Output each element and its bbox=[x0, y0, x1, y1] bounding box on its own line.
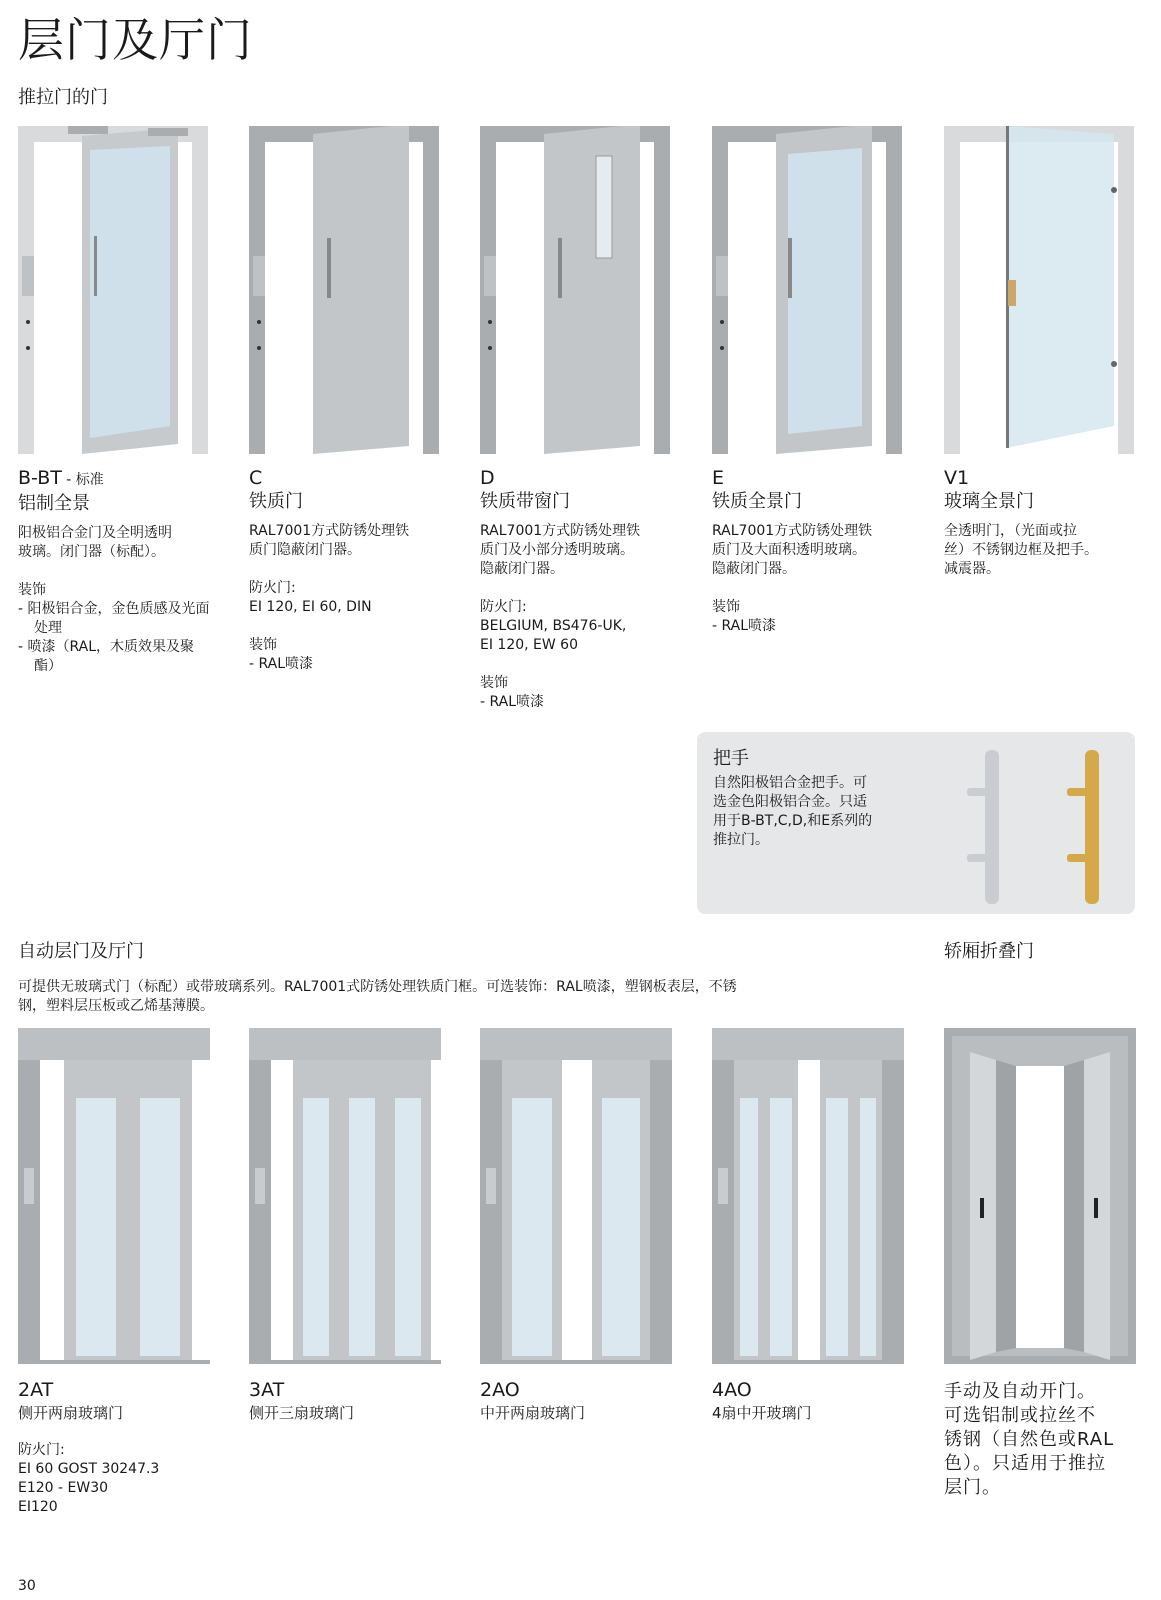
door-text-2at bbox=[18, 1378, 218, 1517]
fire-rating: EI120 bbox=[18, 1499, 58, 1515]
fire-rating: EI 120, EI 60, DIN bbox=[249, 599, 372, 615]
decor-title: 装饰 bbox=[712, 599, 740, 615]
decor-item: - RAL喷漆 bbox=[712, 618, 777, 634]
folding-description: 手动及自动开门。 可选铝制或拉丝不 锈钢（自然色或RAL 色）。只适用于推拉 层门。 bbox=[944, 1381, 1115, 1498]
door-text-2ao bbox=[480, 1378, 680, 1423]
decor-item: - RAL喷漆 bbox=[249, 656, 314, 672]
door-name: 铁质带窗门 bbox=[480, 491, 570, 512]
door-image-v1 bbox=[944, 126, 1134, 454]
door-image-folding bbox=[944, 1028, 1136, 1364]
door-text-d bbox=[480, 466, 676, 712]
fire-rating: EI 60 GOST 30247.3 bbox=[18, 1461, 160, 1477]
door-code: B-BT - 标准 bbox=[18, 467, 104, 489]
door-description: RAL7001方式防锈处理铁 质门及大面积透明玻璃。 隐蔽闭门器。 装饰 - RAL喷漆 bbox=[712, 522, 908, 636]
handle-title: 把手 bbox=[713, 748, 749, 769]
fire-rating: E120 - EW30 bbox=[18, 1480, 109, 1496]
decor-item: - 阳极铝合金，金色质感及光面处理 bbox=[18, 601, 210, 636]
door-image-e bbox=[712, 126, 902, 454]
door-name: 中开两扇玻璃门 bbox=[480, 1404, 586, 1422]
door-name: 侧开两扇玻璃门 bbox=[18, 1404, 124, 1422]
door-code: C bbox=[249, 467, 263, 489]
fire-info bbox=[18, 1441, 218, 1517]
page-number: 30 bbox=[18, 1578, 36, 1594]
door-code: 4AO bbox=[712, 1379, 752, 1401]
fire-title: 防火门: bbox=[480, 599, 527, 615]
decor-title: 装饰 bbox=[18, 582, 46, 598]
door-description: 阳极铝合金门及全明透明 玻璃。闭门器（标配）。 装饰 - 阳极铝合金，金色质感及光面处理 - 喷漆（RAL，木质效果及聚酯） bbox=[18, 524, 214, 676]
door-code: 2AO bbox=[480, 1379, 520, 1401]
door-text-e bbox=[712, 466, 908, 636]
door-image-3at bbox=[249, 1028, 441, 1364]
door-text-4ao bbox=[712, 1378, 912, 1423]
door-code: V1 bbox=[944, 467, 970, 489]
fire-rating: BELGIUM, BS476-UK, bbox=[480, 618, 627, 634]
handle-description: 自然阳极铝合金把手。可 选金色阳极铝合金。只适 用于B-BT,C,D,和E系列的 推拉门。 bbox=[713, 775, 873, 848]
door-code: D bbox=[480, 467, 495, 489]
door-image-d bbox=[480, 126, 670, 454]
folding-doors-heading: 轿厢折叠门 bbox=[944, 941, 1034, 962]
door-name: 玻璃全景门 bbox=[944, 491, 1034, 512]
silver-handle-image bbox=[967, 742, 1027, 912]
door-text-3at bbox=[249, 1378, 449, 1423]
decor-item: - 喷漆（RAL，木质效果及聚酯） bbox=[18, 639, 195, 674]
door-description: RAL7001方式防锈处理铁 质门隐蔽闭门器。 防火门: EI 120, EI 60, DIN 装饰 - RAL喷漆 bbox=[249, 522, 445, 674]
fire-rating: EI 120, EW 60 bbox=[480, 637, 578, 653]
door-text-c bbox=[249, 466, 445, 674]
door-description: RAL7001方式防锈处理铁 质门及小部分透明玻璃。 隐蔽闭门器。 防火门: BELGIUM, BS476-UK, EI 120, EW 60 装饰 - RAL喷漆 bbox=[480, 522, 676, 712]
handle-panel bbox=[697, 732, 1135, 914]
door-name: 4扇中开玻璃门 bbox=[712, 1404, 812, 1422]
decor-title: 装饰 bbox=[480, 675, 508, 691]
fire-title: 防火门: bbox=[18, 1442, 65, 1458]
auto-doors-heading: 自动层门及厅门 bbox=[18, 941, 144, 962]
door-name: 铁质门 bbox=[249, 491, 303, 512]
door-name: 铁质全景门 bbox=[712, 491, 802, 512]
gold-handle-image bbox=[1067, 742, 1127, 912]
decor-item: - RAL喷漆 bbox=[480, 694, 545, 710]
auto-doors-intro: 可提供无玻璃式门（标配）或带玻璃系列。RAL7001式防锈处理铁质门框。可选装饰：RAL喷漆，塑钢板表层，不锈 钢，塑料层压板或乙烯基薄膜。 bbox=[18, 979, 737, 1014]
door-code: 2AT bbox=[18, 1379, 54, 1401]
handle-bar bbox=[985, 750, 999, 904]
door-text-v1 bbox=[944, 466, 1140, 579]
door-text-bbt bbox=[18, 466, 214, 676]
door-code: E bbox=[712, 467, 725, 489]
door-image-4ao bbox=[712, 1028, 904, 1364]
decor-title: 装饰 bbox=[249, 637, 277, 653]
swing-doors-heading: 推拉门的门 bbox=[18, 87, 108, 108]
door-name: 侧开三扇玻璃门 bbox=[249, 1404, 355, 1422]
door-image-bbt bbox=[18, 126, 208, 454]
fire-title: 防火门: bbox=[249, 580, 296, 596]
page-title: 层门及厅门 bbox=[18, 13, 253, 67]
door-code: 3AT bbox=[249, 1379, 285, 1401]
door-image-2at bbox=[18, 1028, 210, 1364]
door-description: 全透明门，（光面或拉 丝）不锈钢边框及把手。 减震器。 bbox=[944, 523, 1098, 577]
door-name: 铝制全景 bbox=[18, 493, 90, 514]
door-image-c bbox=[249, 126, 439, 454]
door-image-2ao bbox=[480, 1028, 672, 1364]
